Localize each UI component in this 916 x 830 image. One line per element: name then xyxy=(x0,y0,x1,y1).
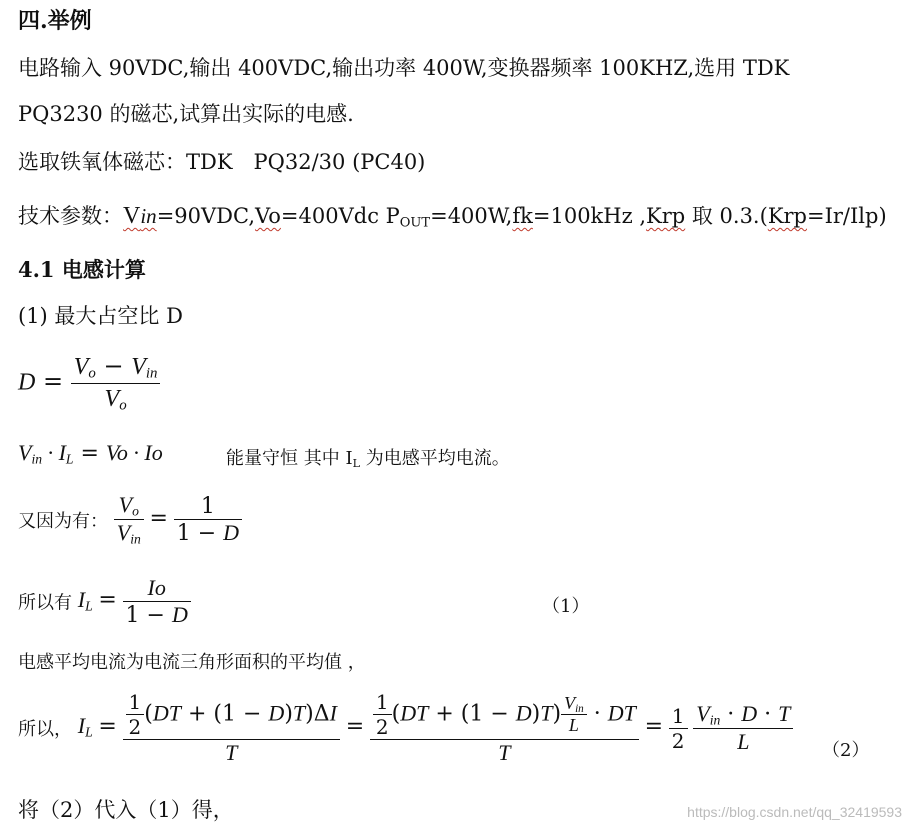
vo-symbol: Vo xyxy=(255,204,281,228)
fk-symbol: fk xyxy=(512,204,533,228)
problem-line-1: 电路输入 90VDC,输出 400VDC,输出功率 400W,变换器频率 100KHZ,选用 TDK xyxy=(18,56,790,80)
pout-subscript: OUT xyxy=(399,215,431,231)
equation-number-1: （1） xyxy=(542,596,590,617)
energy-note: 能量守恒 其中 $I_L$ 为电感平均电流。 xyxy=(226,448,510,470)
krp-symbol-2: Krp xyxy=(767,204,807,228)
krp-definition: =Ir/Ilp) xyxy=(806,204,887,228)
problem-line-2: PQ3230 的磁芯,试算出实际的电感. xyxy=(18,102,354,126)
il-equation: 所以有 $I_L$ = $\frac{Io}{1 - D}$ xyxy=(18,575,191,628)
tech-params xyxy=(18,200,887,230)
section-heading: 四.举例 xyxy=(18,8,92,34)
substitution-line: 将（2）代入（1）得， xyxy=(18,798,234,822)
tech-label: 技术参数： xyxy=(18,204,123,228)
pout-value: =400W, xyxy=(430,204,513,228)
krp-symbol: Krp xyxy=(646,204,686,228)
vin-symbol: V xyxy=(123,203,141,229)
equation-number-2: （2） xyxy=(822,740,870,761)
il-triangle-equation: 所以， $I_L$ = $\frac{1}{2}$ (DT + (1 − D)T)ΔI T = $\frac{1}{2}$ (DT + (1 − D)T) $\frac{V_{in}}{L}$ · DT T = $\frac{1}{2}$ $\frac{V_{in} \cdot D \cdot T}{L}$ xyxy=(18,690,793,766)
vin-value: =90VDC, xyxy=(156,204,256,228)
ratio-equation: 又因为有： $\frac{V_o}{V_{in}}$ = $\frac{1}{1 - D}$ xyxy=(18,492,242,548)
subsection-heading: 4.1 电感计算 xyxy=(18,257,146,282)
item-1: (1) 最大占空比 D xyxy=(18,304,183,328)
watermark: https://blog.csdn.net/qq_32419593 xyxy=(687,804,902,820)
energy-equation: $V_{in} \cdot I_L = Vo \cdot Io$ xyxy=(18,440,163,467)
vin-subscript: in xyxy=(140,204,157,228)
duty-formula: D = $\frac{V_o - V_{in}}{V_o}$ xyxy=(18,352,160,414)
vo-value: =400Vdc P xyxy=(280,204,400,228)
fk-value: =100kHz , xyxy=(532,204,647,228)
duty-fraction: $\frac{V_o - V_{in}}{V_o}$ xyxy=(71,352,161,414)
krp-value: 取 0.3.( xyxy=(685,204,768,228)
core-selection: 选取铁氧体磁芯：TDK PQ32/30 (PC40) xyxy=(18,150,426,174)
average-note: 电感平均电流为电流三角形面积的平均值 ， xyxy=(18,652,366,673)
